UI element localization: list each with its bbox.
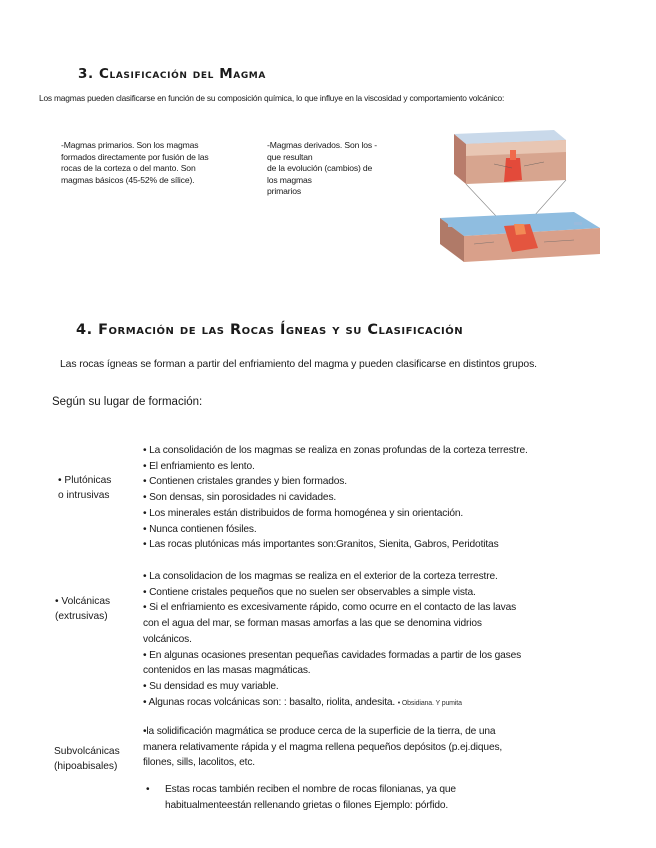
magmas-primarios-text: -Magmas primarios. Son los magmas formados directamente por fusión de las rocas de la corteza o del manto. Son magmas básicos (45-52% de sílice). xyxy=(61,140,209,185)
volcanicas-label: • Volcánicas (extrusivas) xyxy=(55,596,111,622)
list-item: •la solidificación magmática se produce cerca de la superficie de la tierra, de una xyxy=(143,726,496,737)
list-item: • En algunas ocasiones presentan pequeñas cavidades formadas a partir de los gases xyxy=(143,649,522,661)
plutonicas-list xyxy=(143,443,528,553)
list-item: • Contienen cristales grandes y bien formados. xyxy=(143,476,347,488)
list-item: • Nunca contienen fósiles. xyxy=(143,523,257,535)
list-item: con el agua del mar, se forman masas amorfas a las que se denomina vidrios xyxy=(143,618,482,630)
list-item: • El enfriamiento es lento. xyxy=(143,460,255,472)
list-item: volcánicos. xyxy=(143,633,192,645)
list-item: • Si el enfriamiento es excesivamente rápido, como ocurre en el contacto de las lavas xyxy=(143,602,517,614)
section-3-intro: Los magmas pueden clasificarse en función de su composición química, lo que influye en la viscosidad y comportamiento volcánico: xyxy=(39,93,505,103)
subheading-lugar-formacion: Según su lugar de formación: xyxy=(52,396,203,408)
magmas-derivados-text: -Magmas derivados. Son los - que resultan de la evolución (cambios) de los magmas primarios xyxy=(267,140,377,197)
magma-geology-diagram xyxy=(434,124,606,269)
section-3-title: 3. Clasificación del Magma xyxy=(78,66,266,82)
list-item: • Su densidad es muy variable. xyxy=(143,680,279,692)
list-item: • La consolidación de los magmas se realiza en zonas profundas de la corteza terrestre. xyxy=(143,445,528,456)
plutonicas-label: • Plutónicas o intrusivas xyxy=(58,475,112,501)
subvolcanicas-note-bullet: • xyxy=(146,784,150,795)
section-4-intro: Las rocas ígneas se forman a partir del enfriamiento del magma y pueden clasificarse en distintos grupos. xyxy=(60,359,537,370)
subvolcanicas-list xyxy=(143,724,502,771)
subvolcanicas-note: Estas rocas también reciben el nombre de rocas filonianas, ya que habitualmenteestán rellenando grietas o filones Ejemplo: pórfido. xyxy=(165,784,456,811)
section-4-title: 4. Formación de las Rocas Ígneas y su Clasificación xyxy=(76,322,464,338)
volcanicas-list xyxy=(143,569,521,711)
list-item: • Son densas, sin porosidades ni cavidades. xyxy=(143,492,337,504)
list-item: • Algunas rocas volcánicas son: : basalto, riolita, andesita. • Obsidiana. Y pumita xyxy=(143,696,462,708)
list-item: contenidos en las masas magmáticas. xyxy=(143,665,311,677)
list-item: • Los minerales están distribuidos de forma homogénea y sin orientación. xyxy=(143,507,464,519)
list-item: filones, sills, lacolitos, etc. xyxy=(143,757,255,769)
subvolcanicas-label: Subvolcánicas (hipoabisales) xyxy=(54,746,120,772)
list-item: • La consolidacion de los magmas se realiza en el exterior de la corteza terrestre. xyxy=(143,571,498,582)
list-item: • Contiene cristales pequeños que no suelen ser observables a simple vista. xyxy=(143,586,476,598)
list-item: • Las rocas plutónicas más importantes son:Granitos, Sienita, Gabros, Peridotitas xyxy=(143,539,499,551)
list-item: manera relativamente rápida y el magma rellena pequeños depósitos (p.ej.diques, xyxy=(143,741,503,753)
